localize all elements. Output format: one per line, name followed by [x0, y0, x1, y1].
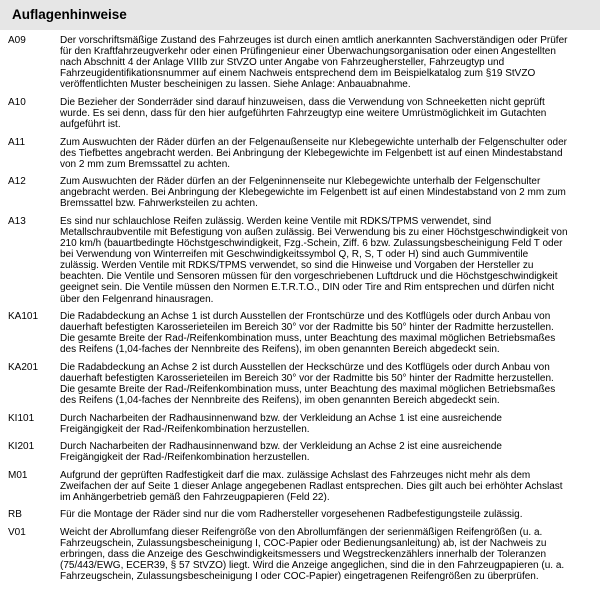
entry-text: Der vorschriftsmäßige Zustand des Fahrzeuges ist durch einen amtlich anerkannten Sachverständigen oder Prüfer für den Kraftfahrzeugverkehr oder einen Prüfingenieur einer Überwachungsorganisation oder einen Angestellten nach Abschnitt 4 der Anlage VIIIb zur StVZO unter Angabe von Fahrzeughersteller, Fahrzeugtyp und Fahrzeugidentifikationsnummer auf einem Nachweis entsprechend dem im Beispielkatalog zum §19 StVZO veröffentlichten Muster bescheinigen zu lassen. Siehe Anlage: Anbauabnahme. — [60, 35, 568, 91]
entry-m01 — [0, 470, 600, 503]
entry-code: A12 — [8, 176, 26, 188]
entry-text: Für die Montage der Räder sind nur die vom Radhersteller vorgesehenen Radbefestigungsteile zulässig. — [60, 509, 523, 521]
entry-text: Die Radabdeckung an Achse 1 ist durch Ausstellen der Frontschürze und des Kotflügels oder durch Anbau von dauerhaft befestigten Karosserieteilen im Bereich 30° vor der Radmitte bis 50° hinter der Radmitte herzustellen. Die gesamte Breite der Rad-/Reifenkombination muss, unter Beachtung des maximal möglichen Betriebsmaßes des Reifens (1,04-faches der Nennbreite des Reifens), im oben genannten Bereich abgedeckt sein. — [60, 311, 556, 356]
entry-a12 — [0, 176, 600, 209]
entry-text: Zum Auswuchten der Räder dürfen an der Felgenaußenseite nur Klebegewichte unterhalb der Felgenschulter oder des Tiefbettes angebracht werden. Bei Anbringung der Klebegewichte im Felgenbett ist auf einen Mindestabstand von 2 mm zum Bremssattel zu achten. — [60, 136, 567, 170]
entry-code: RB — [8, 509, 22, 521]
entry-rb — [0, 509, 600, 520]
entry-code: KI101 — [8, 412, 35, 424]
entry-ki101 — [0, 413, 600, 435]
entry-code: V01 — [8, 526, 26, 538]
entry-a09 — [0, 35, 600, 90]
entry-a11 — [0, 137, 600, 170]
entry-ka201 — [0, 362, 600, 406]
entries-list — [0, 35, 600, 589]
entry-code: A13 — [8, 215, 26, 227]
entry-code: KI201 — [8, 441, 35, 453]
entry-text: Die Bezieher der Sonderräder sind darauf hinzuweisen, dass die Verwendung von Schneeketten nicht geprüft wurde. Es sei denn, dass für den hier aufgeführten Fahrzeugtyp eine weitere Umrüstmöglichkeit im Gutachten aufgeführt ist. — [60, 96, 547, 131]
entry-code: KA201 — [8, 361, 39, 373]
entry-code: A09 — [8, 35, 26, 46]
entry-code: A11 — [8, 136, 26, 148]
entry-v01 — [0, 527, 600, 582]
entry-text: Es sind nur schlauchlose Reifen zulässig. Werden keine Ventile mit RDKS/TPMS verwendet, sind Metallschraubventile mit Befestigung von außen zulässig. Bei Verwendung bis zu einer Höchstgeschwindigkeit von 210 km/h (bauartbedingte Höchstgeschwindigkeit, Fzg.-Schein, Ziff. 6 bzw. Zulassungsbescheinigung Feld T oder bei Verwendung von Winterreifen mit Geschwindigkeitssymbol Q, R, S, T oder H) sind auch Gummiventile zulässig. Werden Ventile mit RDKS/TPMS verwendet, so sind die Hinweise und Vorgaben der Hersteller zu beachten. Die Ventile und Sensoren müssen für den vorgeschriebenen Luftdruck und die Höchstgeschwindigkeit geeignet sein. Die Ventile müssen den Normen E.T.R.T.O., DIN oder Tire and Rim entsprechen und dürfen nicht über den Felgenrand hinausragen. — [60, 215, 568, 305]
entry-code: KA101 — [8, 311, 39, 323]
title-bar — [0, 0, 600, 30]
entry-text: Durch Nacharbeiten der Radhausinnenwand bzw. der Verkleidung an Achse 2 ist eine ausreichende Freigängigkeit der Rad-/Reifenkombination herzustellen. — [60, 441, 502, 464]
entry-text: Zum Auswuchten der Räder dürfen an der Felgeninnenseite nur Klebegewichte unterhalb der Felgenschulter angebracht werden. Bei Anbringung der Klebegewichte im Felgenbett ist auf einen Mindestabstand von 2 mm zum Bremssattel bzw. Fahrwerksteilen zu achten. — [60, 176, 566, 210]
entry-text: Aufgrund der geprüften Radfestigkeit darf die max. zulässige Achslast des Fahrzeuges nicht mehr als dem Zweifachen der auf Seite 1 dieser Anlage angegebenen Radlast entsprechen. Dies gilt auch bei erhöhter Achslast im Anhängerbetrieb gemäß den Fahrzeugpapieren (Feld 22). — [60, 469, 563, 503]
entry-text: Durch Nacharbeiten der Radhausinnenwand bzw. der Verkleidung an Achse 1 ist eine ausreichende Freigängigkeit der Rad-/Reifenkombination herzustellen. — [60, 412, 502, 435]
entry-code: M01 — [8, 469, 28, 481]
entry-a10 — [0, 97, 600, 130]
entry-code: A10 — [8, 96, 26, 108]
entry-ki201 — [0, 441, 600, 463]
entry-text: Weicht der Abrollumfang dieser Reifengröße von den Abrollumfängen der serienmäßigen Reifengrößen (u. a. Fahrzeugschein, Zulassungsbescheinigung I, COC-Papier oder Bedienungsanleitung) ab, ist der Nachweis zu erbringen, dass die Anzeige des Geschwindigkeitsmessers und Wegstreckenzählers innerhalb der Toleranzen (75/443/EWG, ECER39, § 57 StVZO) liegt. Wird die Anzeige angeglichen, sind die in den Fahrzeugpapieren (u. a. Fahrzeugschein, Zulassungsbescheinigung I oder COC-Papier) eingetragenen Reifengrößen zu überprüfen. — [60, 526, 565, 583]
entry-ka101 — [0, 311, 600, 355]
entry-a13 — [0, 216, 600, 305]
entry-text: Die Radabdeckung an Achse 2 ist durch Ausstellen der Heckschürze und des Kotflügels oder durch Anbau von dauerhaft befestigten Karosserieteilen im Bereich 30° vor der Radmitte bis 50° hinter der Radmitte herzustellen. Die gesamte Breite der Rad-/Reifenkombination muss, unter Beachtung des maximal möglichen Betriebsmaßes des Reifens (1,04-faches der Nennbreite des Reifens), im oben genannten Bereich abgedeckt sein. — [60, 361, 556, 407]
section-title: Auflagenhinweise — [12, 7, 127, 22]
